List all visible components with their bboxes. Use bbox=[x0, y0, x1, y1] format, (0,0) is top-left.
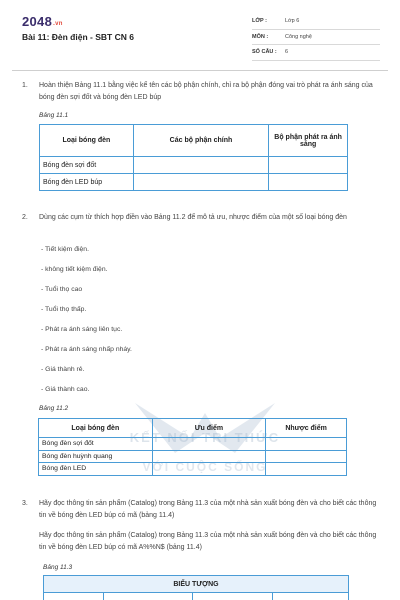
table-cell-empty bbox=[273, 593, 349, 600]
meta-row-count bbox=[252, 45, 380, 61]
option-item: - Phát ra ánh sáng nhấp nháy. bbox=[41, 346, 132, 353]
option-item: - Giá thành cao. bbox=[41, 386, 90, 393]
table-11-2 bbox=[38, 418, 347, 476]
table-header: Loại bóng đèn bbox=[39, 419, 153, 438]
table-row bbox=[39, 438, 347, 451]
table-cell-empty bbox=[103, 593, 193, 600]
table-caption: Bảng 11.3 bbox=[43, 564, 73, 571]
table-cell-empty bbox=[193, 593, 273, 600]
question-text: Hãy đọc thông tin sản phẩm (Catalog) trong Bảng 11.3 của một nhà sản xuất bóng đèn và cho biết các thông tin về bóng đèn LED búp có mã (bảng 11.4) bbox=[39, 500, 377, 519]
option-item: - Tuổi thọ thấp. bbox=[41, 306, 87, 313]
meta-row-subject bbox=[252, 30, 380, 46]
meta-row-class bbox=[252, 14, 380, 30]
table-header: Các bộ phận chính bbox=[133, 125, 269, 157]
question-3 bbox=[22, 498, 382, 522]
meta-info bbox=[252, 14, 380, 61]
table-caption: Bảng 11.2 bbox=[39, 405, 69, 412]
option-item: - Phát ra ánh sáng liên tục. bbox=[41, 326, 123, 333]
question-text: Hãy đọc thông tin sản phẩm (Catalog) trong Bảng 11.3 của một nhà sản xuất bóng đèn và cho biết các thông tin về bóng đèn LED búp có mã A%%N$ (bảng 11.4) bbox=[39, 532, 377, 551]
question-text: Dùng các cụm từ thích hợp điền vào Bảng 11.2 để mô tả ưu, nhược điểm của một số loại bóng đèn bbox=[39, 214, 347, 221]
option-item: - Tuổi thọ cao bbox=[41, 286, 83, 293]
table-cell-empty[interactable] bbox=[269, 174, 348, 191]
table-cell: Bóng đèn sợi đốt bbox=[40, 157, 134, 174]
meta-label: MÔN : bbox=[252, 33, 269, 40]
table-header: Ưu điểm bbox=[152, 419, 266, 438]
table-11-3 bbox=[43, 575, 349, 600]
table-cell-empty[interactable] bbox=[266, 463, 347, 476]
page-title: Bài 11: Đèn điện - SBT CN 6 bbox=[22, 32, 134, 42]
header-divider bbox=[12, 70, 388, 71]
watermark-text: KẾT NỐI TRI THỨC bbox=[129, 430, 281, 445]
table-cell-empty[interactable] bbox=[266, 438, 347, 451]
table-header: Bộ phận phát ra ánh sáng bbox=[269, 125, 348, 157]
table-header: Loại bóng đèn bbox=[40, 125, 134, 157]
table-row bbox=[39, 450, 347, 463]
watermark-text: VỚI CUỘC SỐNG bbox=[142, 460, 268, 474]
table-header: BIỂU TƯỢNG bbox=[44, 576, 349, 593]
table-row bbox=[40, 157, 348, 174]
table-cell-empty[interactable] bbox=[266, 450, 347, 463]
table-cell: Bóng đèn LED bbox=[39, 463, 153, 476]
question-text: Hoàn thiện Bảng 11.1 bằng việc kể tên các bộ phận chính, chỉ ra bộ phận đóng vai trò phát ra ánh sáng của bóng đèn sợi đốt và bóng đèn LED búp bbox=[39, 82, 373, 101]
question-number: 2. bbox=[22, 214, 28, 221]
question-number: 1. bbox=[22, 82, 28, 89]
table-cell-empty bbox=[44, 593, 104, 600]
question-2 bbox=[22, 212, 382, 224]
option-item: - Giá thành rẻ. bbox=[41, 366, 85, 373]
table-cell-empty[interactable] bbox=[133, 174, 269, 191]
table-cell-empty[interactable] bbox=[269, 157, 348, 174]
table-cell: Bóng đèn huỳnh quang bbox=[39, 450, 153, 463]
table-cell-empty[interactable] bbox=[152, 450, 266, 463]
table-11-1 bbox=[39, 124, 348, 191]
table-row bbox=[44, 593, 349, 600]
logo-main: 2048 bbox=[22, 14, 53, 29]
table-cell-empty[interactable] bbox=[152, 438, 266, 451]
table-caption: Bảng 11.1 bbox=[39, 112, 69, 119]
meta-label: SỐ CÂU : bbox=[252, 49, 277, 56]
option-item: - không tiết kiệm điện. bbox=[41, 266, 108, 273]
table-row bbox=[40, 174, 348, 191]
table-row bbox=[39, 463, 347, 476]
table-cell: Bóng đèn sợi đốt bbox=[39, 438, 153, 451]
table-header: Nhược điểm bbox=[266, 419, 347, 438]
document-header bbox=[0, 0, 400, 66]
table-cell-empty[interactable] bbox=[133, 157, 269, 174]
meta-value: 6 bbox=[285, 49, 289, 56]
logo-suffix: .vn bbox=[53, 21, 63, 27]
table-cell: Bóng đèn LED búp bbox=[40, 174, 134, 191]
question-3-alt bbox=[22, 530, 382, 554]
meta-value: Lớp 6 bbox=[285, 18, 300, 25]
meta-label: LỚP : bbox=[252, 18, 267, 25]
question-number: 3. bbox=[22, 500, 28, 507]
question-1 bbox=[22, 80, 382, 104]
site-logo[interactable] bbox=[22, 14, 63, 29]
meta-value: Công nghệ bbox=[285, 33, 312, 40]
table-cell-empty[interactable] bbox=[152, 463, 266, 476]
option-item: - Tiết kiệm điện. bbox=[41, 246, 89, 253]
